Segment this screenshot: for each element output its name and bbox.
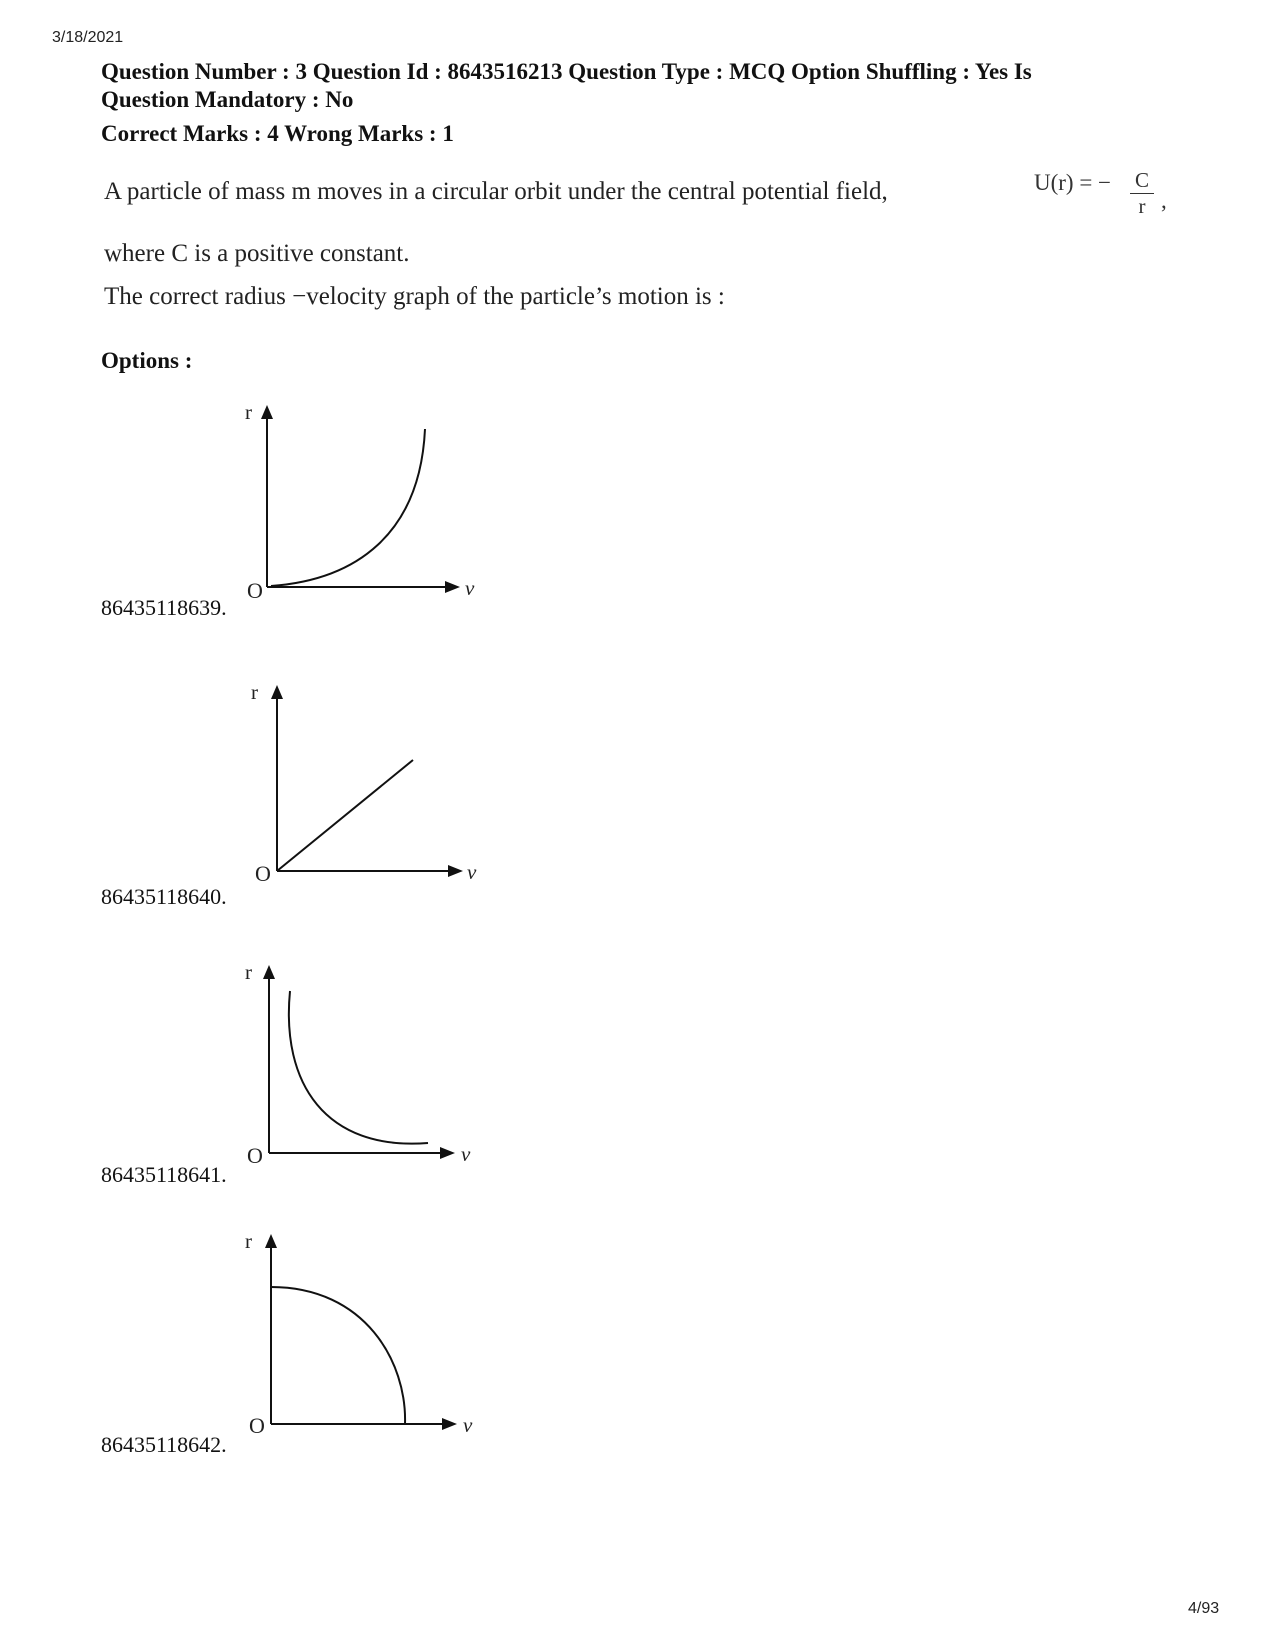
y-axis-arrow — [265, 1234, 277, 1248]
y-axis-arrow — [271, 685, 283, 699]
origin-label: O — [249, 1413, 265, 1438]
question-marks: Correct Marks : 4 Wrong Marks : 1 — [101, 121, 454, 146]
potential-formula-lhs: U(r) = − — [1034, 170, 1112, 195]
origin-label: O — [255, 861, 271, 886]
y-axis-label: r — [251, 680, 258, 704]
x-axis-arrow — [448, 865, 463, 877]
x-axis-arrow — [445, 581, 460, 593]
question-text-line-1: A particle of mass m moves in a circular orbit under the central potential field, — [104, 178, 888, 205]
option-2-graph — [245, 680, 505, 893]
option-1-id: 86435118639. — [101, 595, 227, 620]
y-axis-arrow — [263, 965, 275, 979]
y-axis-label: r — [245, 1229, 252, 1253]
question-meta — [101, 58, 1201, 114]
options-label: Options : — [101, 348, 193, 373]
question-text-line-3: The correct radius −velocity graph of the particle’s motion is : — [104, 283, 725, 310]
curve-linear — [277, 760, 413, 871]
question-meta-line-2: Question Mandatory : No — [101, 87, 354, 112]
option-4-graph — [245, 1229, 505, 1442]
formula-comma: , — [1161, 188, 1167, 213]
y-axis-label: r — [245, 400, 252, 424]
option-3-graph — [245, 960, 505, 1173]
question-meta-line-1: Question Number : 3 Question Id : 8643516213 Question Type : MCQ Option Shuffling : Yes Is — [101, 59, 1032, 84]
option-2-id: 86435118640. — [101, 884, 227, 909]
x-axis-label: v — [463, 1413, 473, 1437]
y-axis-arrow — [261, 405, 273, 419]
print-date: 3/18/2021 — [52, 29, 124, 46]
fraction-numerator: C — [1134, 168, 1149, 192]
option-3-id: 86435118641. — [101, 1162, 227, 1187]
potential-fraction — [1130, 168, 1154, 217]
origin-label: O — [247, 1143, 263, 1168]
page-number: 4/93 — [1188, 1600, 1220, 1617]
fraction-denominator: r — [1138, 194, 1146, 218]
curve-decreasing — [289, 991, 428, 1144]
x-axis-arrow — [440, 1147, 455, 1159]
option-1-graph — [245, 400, 505, 615]
x-axis-label: v — [461, 1142, 471, 1166]
curve-increasing — [271, 429, 425, 586]
x-axis-label: v — [465, 576, 475, 600]
question-text-line-2: where C is a positive constant. — [104, 240, 410, 267]
option-4-id: 86435118642. — [101, 1432, 227, 1457]
x-axis-label: v — [467, 860, 477, 884]
x-axis-arrow — [442, 1418, 457, 1430]
curve-quarter-circle — [271, 1287, 405, 1424]
origin-label: O — [247, 578, 263, 603]
y-axis-label: r — [245, 960, 252, 984]
